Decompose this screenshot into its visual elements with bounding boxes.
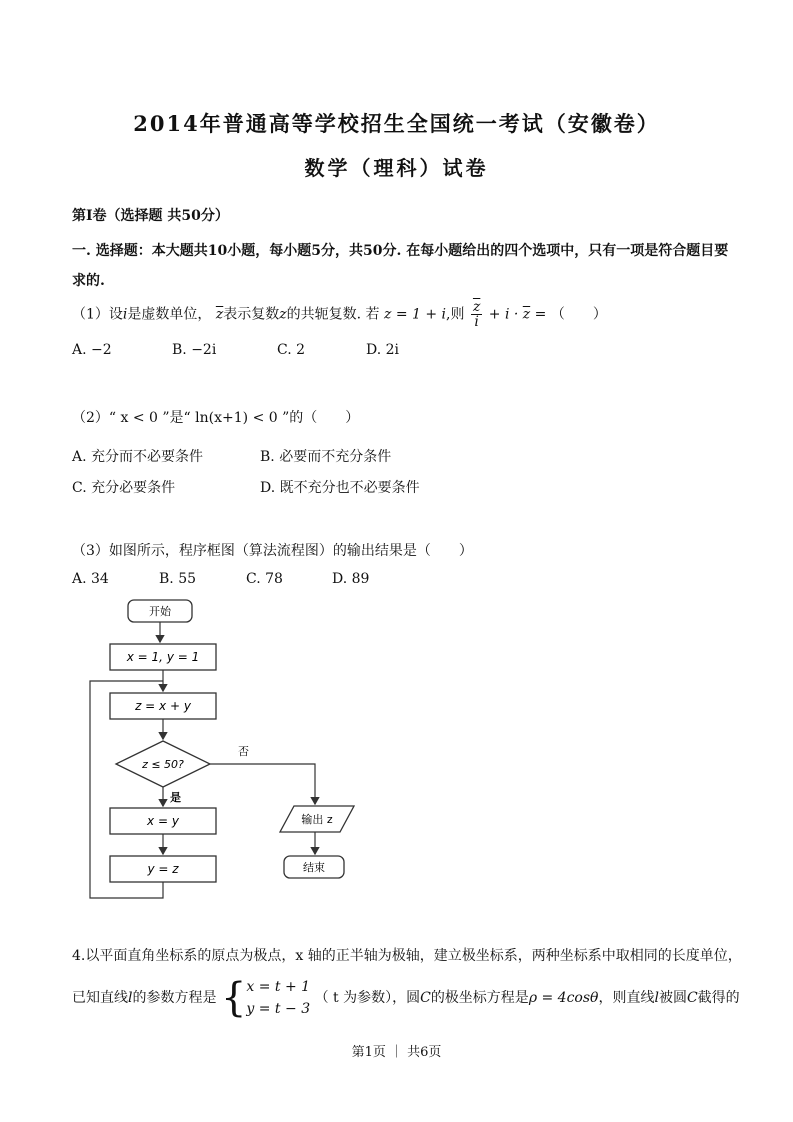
q1-zbar: $\overline{z}$	[215, 306, 224, 323]
flow-output-label: 输出 z	[301, 813, 333, 826]
flow-step2-label: x = y	[147, 814, 179, 828]
exam-title: 2014年普通高等学校招生全国统一考试（安徽卷）	[133, 111, 660, 136]
q4-circle-c2: C	[686, 990, 698, 1006]
q2-option-d: D. 既不充分也不必要条件	[260, 480, 420, 496]
q1-equation: z = 1 + i	[384, 306, 447, 323]
q1-zbar2: $\overline{z}$	[522, 306, 531, 323]
q1-option-b: B. −2i	[172, 342, 217, 358]
page-footer: 第1页 ｜ 共6页	[351, 1045, 442, 1060]
flowchart	[72, 592, 392, 910]
q4-line-l2: l	[654, 990, 659, 1006]
q1-text2: 表示复数	[223, 306, 280, 323]
q1-tail2: = （ ）	[534, 306, 607, 323]
q3-option-a: A. 34	[72, 571, 109, 587]
flow-no-label: 否	[238, 745, 249, 758]
q1-tail1: + i ·	[488, 306, 519, 323]
flow-step1-label: z = x + y	[135, 699, 191, 713]
q4-polar-eq: ρ = 4cosθ	[528, 990, 599, 1006]
q4-system	[246, 976, 310, 1020]
question-3-stem: （3）如图所示，程序框图（算法流程图）的输出结果是（ ）	[72, 543, 473, 559]
q4-text-a: 已知直线	[72, 990, 128, 1006]
flow-yes-label: 是	[170, 791, 181, 804]
question-2-stem: （2）“ x < 0 ”是“ ln(x+1) < 0 ”的（ ）	[72, 410, 360, 426]
q4-eq2: y = t − 3	[246, 1001, 311, 1017]
q1-i: i	[122, 306, 128, 323]
q4-circle-c: C	[420, 990, 431, 1006]
q2-option-a: A. 充分而不必要条件	[72, 449, 204, 465]
q4-text-b: 的参数方程是	[132, 990, 217, 1006]
flow-arrow-no	[210, 764, 315, 804]
q4-brace: {	[220, 975, 247, 1021]
q1-prefix: （1）设	[72, 306, 123, 323]
question-4-line2	[72, 976, 740, 1020]
q1-text4: ,则	[446, 306, 465, 323]
q4-text-e: ，则直线	[598, 990, 655, 1006]
q2-option-b: B. 必要而不充分条件	[260, 449, 392, 465]
q3-option-b: B. 55	[159, 571, 197, 587]
q1-option-d: D. 2i	[366, 342, 400, 358]
exam-subtitle: 数学（理科）试卷	[304, 156, 489, 180]
q1-z: z	[279, 306, 287, 323]
q1-frac-num: $\overline{z}$	[472, 299, 481, 315]
question-1-stem	[72, 300, 607, 329]
section-heading: 第Ⅰ卷（选择题 共50分）	[72, 208, 229, 224]
q3-option-d: D. 89	[332, 571, 370, 587]
q2-option-c: C. 充分必要条件	[72, 480, 176, 496]
flow-end-label: 结束	[303, 861, 325, 874]
section-instruction: 一. 选择题：本大题共10小题，每小题5分，共50分. 在每小题给出的四个选项中，只有一项是符合题目要求的.	[72, 243, 729, 289]
q4-eq1: x = t + 1	[246, 979, 311, 995]
flow-init-label: x = 1, y = 1	[126, 650, 200, 664]
flow-cond-label: z ≤ 50?	[142, 758, 184, 771]
q1-frac-den: i	[474, 314, 479, 330]
q1-option-a: A. −2	[72, 342, 112, 358]
q1-fraction	[471, 300, 482, 329]
flow-step3-label: y = z	[147, 862, 179, 876]
q4-text-d: 的极坐标方程是	[430, 990, 529, 1006]
q1-option-c: C. 2	[277, 342, 306, 358]
q1-text3: 的共轭复数. 若	[286, 306, 380, 323]
q4-text-c: （ t 为参数），圆	[314, 990, 421, 1006]
question-4-line1: 4.以平面直角坐标系的原点为极点，x 轴的正半轴为极轴，建立极坐标系，两种坐标系中取相同的长度单位，	[72, 948, 742, 964]
q1-text1: 是虚数单位，	[127, 306, 212, 323]
q3-option-c: C. 78	[246, 571, 283, 587]
flow-start-label: 开始	[149, 605, 171, 618]
q4-line-l: l	[128, 990, 133, 1006]
q4-text-f: 被圆	[658, 990, 687, 1006]
q4-text-g: 截得的	[697, 990, 740, 1006]
